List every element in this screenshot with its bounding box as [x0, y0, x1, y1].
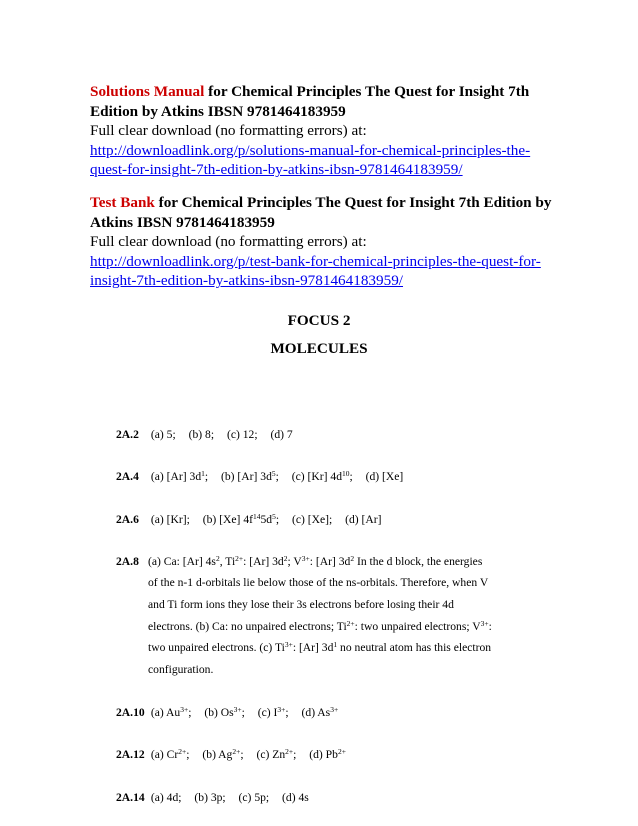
answer-part-c: (c) 5p;: [238, 791, 270, 804]
answer-line-2: of the n-1 d-orbitals lie below those of the ns-orbitals. Therefore, when V: [148, 576, 489, 589]
answer-number: 2A.12: [116, 748, 145, 761]
test-bank-link[interactable]: http://downloadlink.org/p/test-bank-for-chemical-principles-the-quest-for-insight-7th-edition-by-atkins-ibsn-9781464183959/: [90, 252, 541, 290]
answer-part-d: (d) $Pb^{2+}$: [309, 746, 346, 761]
answer-part-d: (d) 7: [270, 428, 293, 441]
answer-2a2: [116, 428, 576, 441]
answer-part-b: (b) $Ag^{2+}$;: [202, 746, 244, 761]
answer-number: 2A.14: [116, 791, 145, 804]
answer-part-d: (d) $As^{3+}$: [301, 704, 339, 719]
answer-part-d: (d) [Ar]: [345, 513, 382, 526]
answer-part-a: (a) 4d;: [150, 791, 182, 804]
answer-line-5: two unpaired electrons. (c) $Ti^{3+}$: [Ar] $3d^1$ no neutral atom has this electron: [148, 639, 492, 654]
answer-2a4: [116, 470, 576, 483]
answer-line-3: and Ti form ions they lose their 3s electrons before losing their 4d: [148, 598, 454, 611]
answer-part-a: (a) [Ar] $3d^1$;: [150, 468, 209, 483]
answer-part-b: (b) [Xe] $4f^{14}5d^5$;: [202, 511, 280, 526]
answer-part-c: (c) $I^{3+}$;: [257, 704, 289, 719]
answer-2a10: [116, 706, 576, 719]
answer-part-a: (a) $Cr^{2+}$;: [150, 746, 190, 761]
test-bank-label: Test Bank: [90, 194, 155, 211]
answer-2a14: [116, 791, 576, 804]
answer-number: 2A.4: [116, 470, 139, 483]
answer-number: 2A.2: [116, 428, 139, 441]
answer-part-b: (b) [Ar] $3d^5$;: [221, 468, 279, 483]
answer-part-d: (d) 4s: [282, 791, 309, 804]
answer-part-c: (c) [Xe];: [291, 513, 333, 526]
solutions-manual-note: Full clear download (no formatting errors) at:: [90, 122, 367, 140]
answer-part-d: (d) [Xe]: [365, 470, 404, 483]
solutions-manual-block: [90, 82, 560, 180]
focus-heading: FOCUS 2: [287, 312, 351, 329]
answer-part-a: (a) [Kr];: [150, 513, 190, 526]
answer-part-b: (b) $Os^{3+}$;: [204, 704, 245, 719]
answer-line-1: (a) Ca: [Ar] $4s^2$, $Ti^{2+}$: [Ar] $3d^2$; $V^{3+}$: [Ar] $3d^2$ In the d block, the energies: [148, 553, 483, 568]
solutions-manual-link[interactable]: http://downloadlink.org/p/solutions-manual-for-chemical-principles-the-quest-for-insight-7th-edition-by-atkins-ibsn-9781464183959/: [90, 141, 531, 179]
test-bank-note: Full clear download (no formatting errors) at:: [90, 233, 367, 251]
answer-part-c: (c) 12;: [226, 428, 258, 441]
answer-2a6: [116, 513, 576, 526]
answer-part-c: (c) [Kr] $4d^{10}$;: [291, 468, 353, 483]
answer-number: 2A.8: [116, 555, 139, 568]
answer-line-6: configuration.: [148, 663, 214, 676]
solutions-manual-label: Solutions Manual: [90, 83, 205, 100]
answer-2a12: [116, 748, 576, 761]
test-bank-block: [90, 193, 560, 291]
answer-part-b: (b) 3p;: [194, 791, 226, 804]
answer-part-c: (c) $Zn^{2+}$;: [256, 746, 297, 761]
answer-part-b: (b) 8;: [188, 428, 215, 441]
answer-number: 2A.6: [116, 513, 139, 526]
answer-part-a: (a) 5;: [150, 428, 176, 441]
solutions-manual-title: for Chemical Principles The Quest for Insight 7th Edition by Atkins IBSN 9781464183959: [90, 83, 530, 120]
chapter-heading: MOLECULES: [270, 340, 368, 357]
answer-line-4: electrons. (b) Ca: no unpaired electrons; $Ti^{2+}$: two unpaired electrons; $V^{3+}$:: [148, 618, 492, 633]
answer-number: 2A.10: [116, 706, 145, 719]
test-bank-title: for Chemical Principles The Quest for Insight 7th Edition by Atkins IBSN 9781464183959: [90, 194, 552, 231]
answer-part-a: (a) $Au^{3+}$;: [150, 704, 192, 719]
